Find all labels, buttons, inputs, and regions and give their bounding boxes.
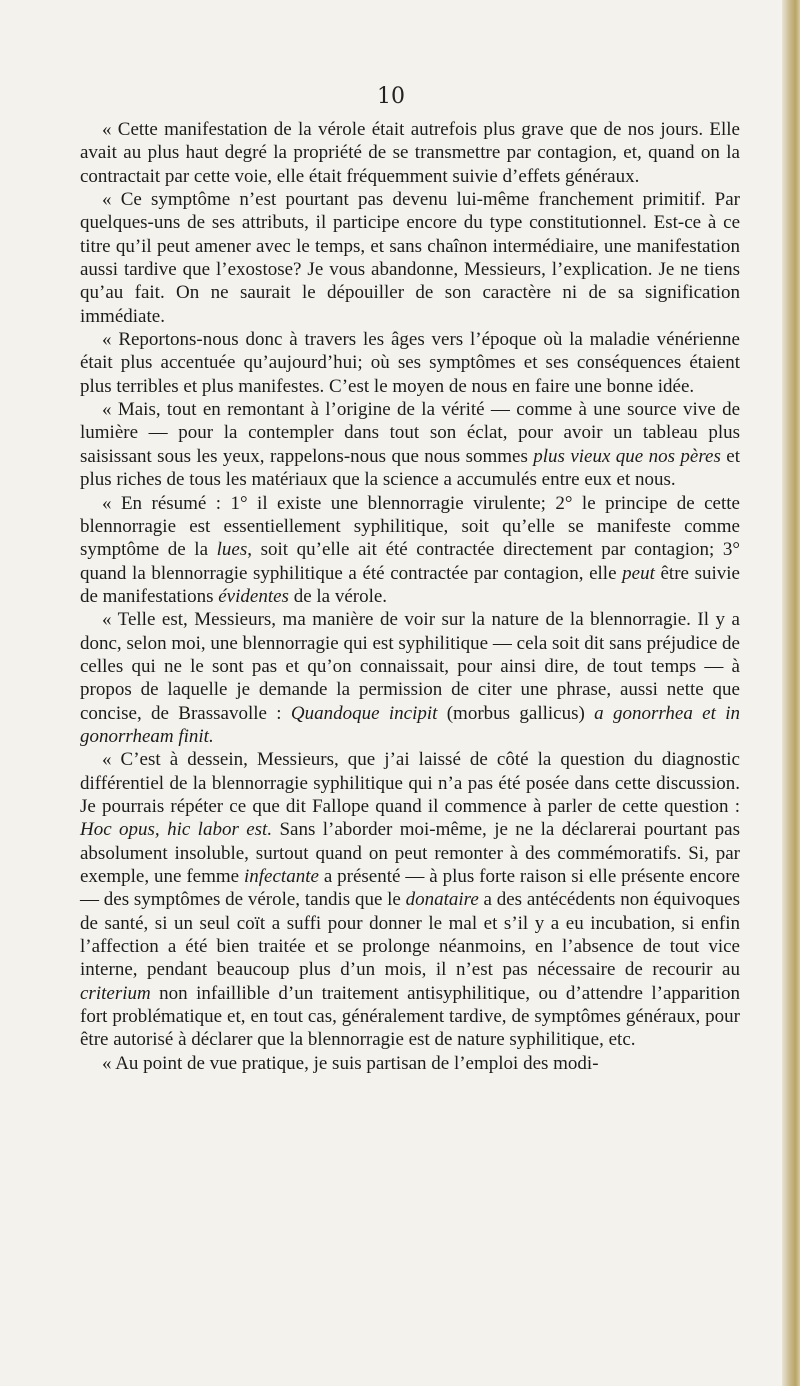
paragraph: [80, 608, 740, 748]
text-run: a des antécédents non équivoques de santé, si un seul coït a suffi pour donner le mal et s’il y a eu incubation, si enfin l’affection a été bien traitée et se prolonge néanmoins, en l’absence de tout vice interne, pendant beaucoup plus d’un mois, il n’est pas nécessaire de recourir au: [80, 889, 740, 981]
text-run: « Ce symptôme n’est pourtant pas devenu lui-même franchement primitif. Par quelques-uns de ses attributs, il participe encore du type constitutionnel. Est-ce à ce titre qu’il peut amener avec le temps, et sans chaînon intermédiaire, une manifestation aussi tardive que l’exostose? Je vous abandonne, Messieurs, l’explication. Je ne tiens qu’au fait. On ne saurait le dépouiller de son caractère ni de sa signification immédiate.: [80, 189, 740, 327]
page-edge-binding: [782, 0, 800, 1386]
body-text: [80, 118, 740, 1075]
paragraph: [80, 1052, 740, 1075]
text-run: et plus riches de tous les matériaux que la science a accumulés entre eux et nous.: [80, 445, 740, 491]
text-run: être suivie de manifestations: [80, 562, 740, 607]
text-run: de la vérole.: [288, 585, 388, 607]
paragraph: [80, 748, 740, 1051]
italic-text: a gonorrhea et in gonorrheam finit.: [80, 702, 740, 747]
italic-text: Quandoque incipit: [290, 702, 438, 724]
paragraph: [80, 328, 740, 398]
paragraph: [80, 118, 740, 188]
text-run: « Reportons-nous donc à travers les âges vers l’époque où la maladie vénérienne était plus accentuée qu’aujourd’hui; où ses symptômes et ses conséquences étaient plus terribles et plus manifestes. C’est le moyen de nous en faire une bonne idée.: [80, 329, 740, 397]
italic-text: criterium: [80, 982, 151, 1004]
italic-text: donataire: [405, 889, 479, 911]
paragraph: [80, 492, 740, 609]
text-run: « Telle est, Messieurs, ma manière de voir sur la nature de la blennorragie. Il y a donc, selon moi, une blennorragie qui est syphilitique — cela soit dit sans préjudice de celles qui ne le sont pas et qu’on connaissait, pour ainsi dire, de tout temps — à propos de laquelle je demande la permission de citer une phrase, aussi nette que concise, de Brassavolle :: [80, 609, 740, 724]
italic-text: évidentes: [218, 585, 289, 607]
text-run: Sans l’aborder moi-même, je ne la déclarerai pourtant pas absolument insoluble, surtout quand on peut remonter à des commémoratifs. Si, par exemple, une femme: [80, 819, 740, 887]
italic-text: infectante: [244, 866, 319, 887]
text-run: non infaillible d’un traitement antisyphilitique, ou d’attendre l’apparition fort problématique et, en tout cas, généralement tardive, de symptômes généraux, pour être autorisé à déclarer que la blennorragie est de nature syphilitique, etc.: [80, 982, 740, 1051]
text-run: « C’est à dessein, Messieurs, que j’ai laissé de côté la question du diagnostic différentiel de la blennorragie syphilitique qui n’a pas été posée dans cette discussion. Je pourrais répéter ce que dit Fallope quand il commence à parler de cette question :: [80, 749, 740, 817]
text-run: (morbus gallicus): [437, 702, 595, 724]
italic-text: peut: [622, 562, 655, 584]
italic-text: plus vieux que nos pères: [533, 445, 721, 467]
text-run: , soit qu’elle ait été contractée directement par contagion; 3° quand la blennorragie syphilitique a été contractée par contagion, elle: [80, 539, 740, 584]
paragraph: [80, 398, 740, 491]
text-run: « Mais, tout en remontant à l’origine de la vérité — comme à une source vive de lumière — pour la contempler dans tout son éclat, pour avoir un tableau plus saisissant sous les yeux, rappelons-nous que nous sommes: [80, 399, 740, 467]
text-run: « En résumé : 1° il existe une blennorragie virulente; 2° le principe de cette blennorragie est essentiellement syphilitique, soit qu’elle se manifeste comme symptôme de la: [80, 492, 740, 561]
text-run: « Au point de vue pratique, je suis partisan de l’emploi des modi-: [102, 1052, 599, 1074]
italic-text: lues: [216, 539, 248, 561]
italic-text: Hoc opus, hic labor est.: [80, 819, 273, 841]
page-number: 10: [377, 84, 405, 109]
paragraph: [80, 188, 740, 328]
text-run: « Cette manifestation de la vérole était autrefois plus grave que de nos jours. Elle avait au plus haut degré la propriété de se transmettre par contagion, et, quand on la contractait par cette voie, elle était fréquemment suivie d’effets généraux.: [80, 119, 740, 187]
text-run: a présenté — à plus forte raison si elle présente encore — des symptômes de vérole, tandis que le: [80, 866, 740, 911]
